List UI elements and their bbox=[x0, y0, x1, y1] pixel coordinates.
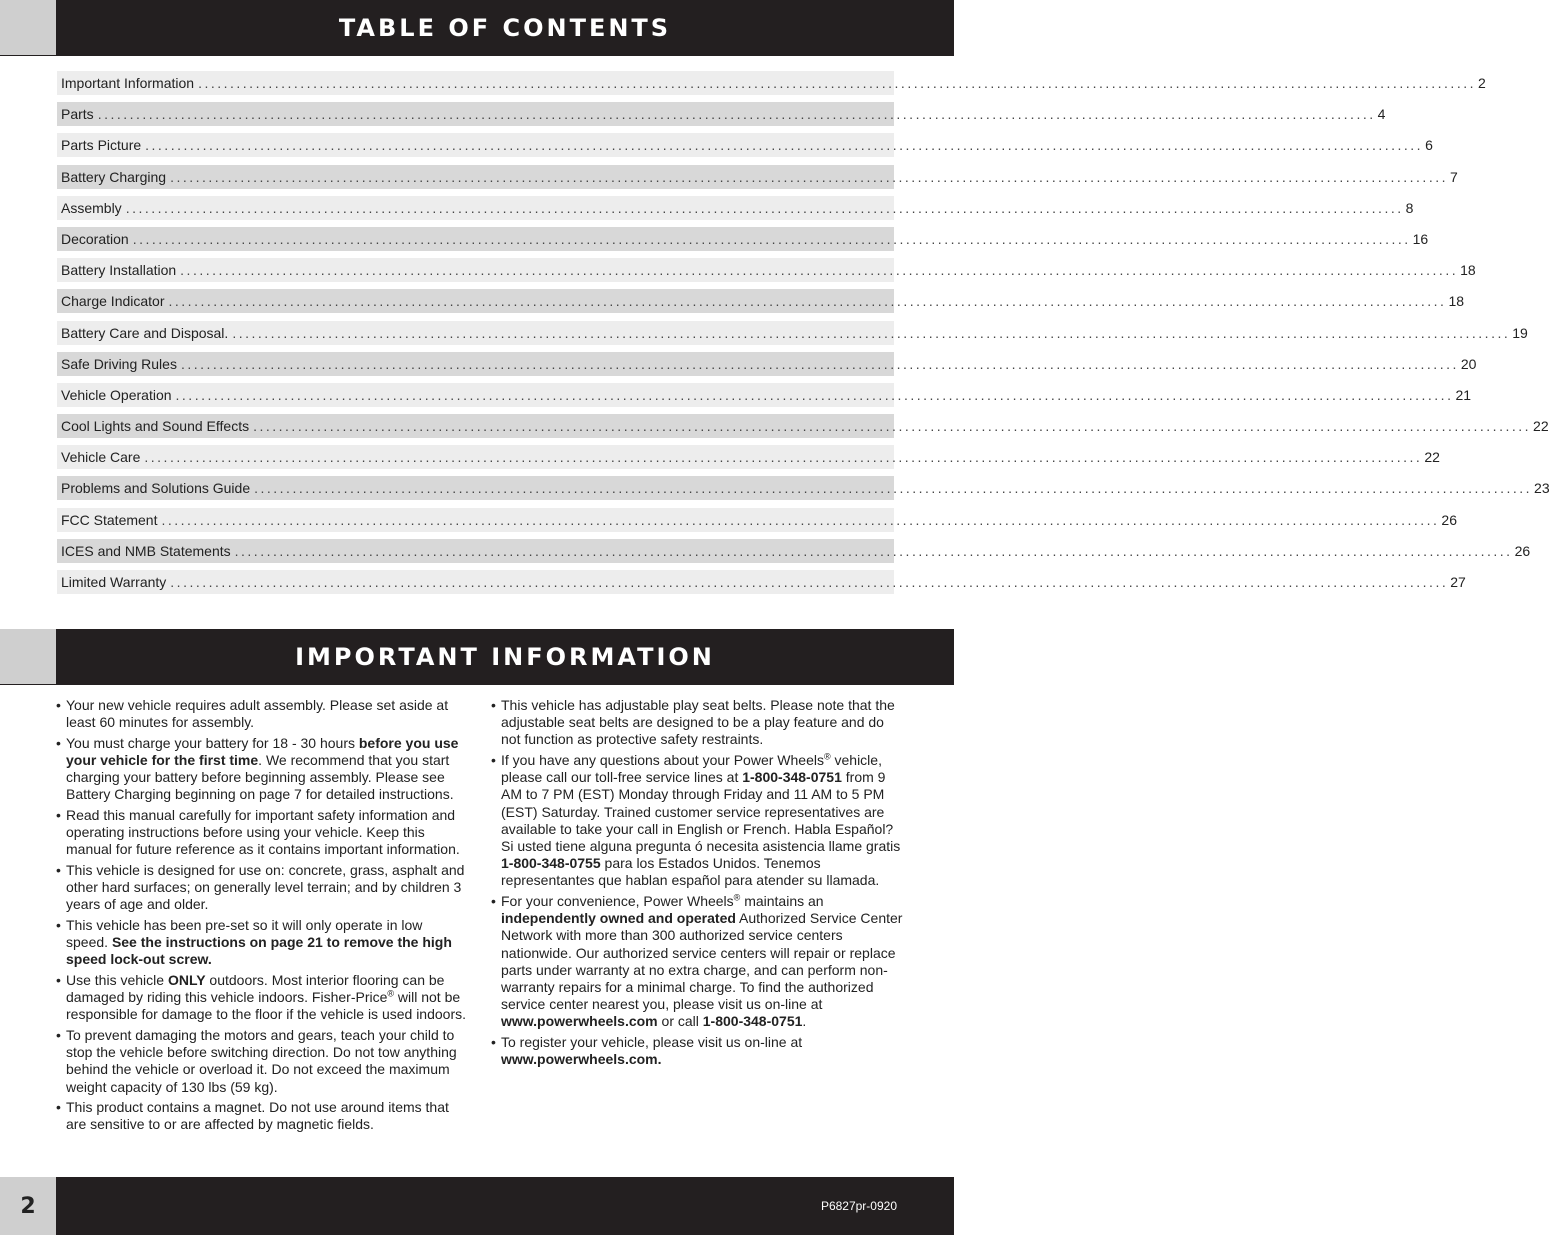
bullet-text: This vehicle has been pre-set so it will only operate in low speed. bbox=[66, 917, 423, 951]
footer-bar bbox=[56, 1177, 954, 1235]
toc-entry-title: Battery Care and Disposal. bbox=[61, 324, 229, 341]
info-bullet bbox=[491, 697, 903, 749]
toc-leader-dots: ........................................................................................................................................................................................................ bbox=[234, 542, 1513, 559]
bullet-text: or call bbox=[657, 1013, 703, 1030]
toc-leader-dots: ........................................................................................................................................................................................................ bbox=[198, 75, 1476, 91]
toc-entry-title: Decoration bbox=[61, 230, 129, 247]
toc-leader-dots: ........................................................................................................................................................................................................ bbox=[168, 293, 1447, 310]
bullet-text: Read this manual carefully for important safety information and operating instructions before using your vehicle. Keep this manual for future reference as it contains important information. bbox=[66, 807, 460, 858]
toc-entry-page: 22 bbox=[1424, 449, 1440, 466]
important-header-tab bbox=[0, 629, 56, 685]
toc-entry-page: 4 bbox=[1377, 106, 1386, 123]
bullet-text: . We recommend that you start charging your battery before beginning assembly. Please see Battery Charging beginning on page 7 for detailed instructions. bbox=[66, 752, 454, 803]
bold-text: before you use your vehicle for the first time bbox=[66, 734, 459, 768]
bullet-text: You must charge your battery for 18 - 30 hours bbox=[66, 734, 359, 751]
toc-entry-page: 20 bbox=[1460, 355, 1477, 372]
toc-row bbox=[57, 570, 1466, 594]
toc-entry-page: 22 bbox=[1533, 418, 1549, 435]
toc-entry-title: Parts Picture bbox=[61, 137, 142, 154]
toc-row bbox=[57, 445, 1440, 469]
toc-entry-page: 16 bbox=[1412, 230, 1429, 247]
toc-row bbox=[57, 165, 1458, 189]
info-bullet bbox=[56, 807, 468, 859]
toc-row bbox=[57, 508, 1457, 532]
info-bullet bbox=[56, 917, 468, 969]
toc-entry-title: Safe Driving Rules bbox=[61, 355, 177, 372]
bullet-text: This vehicle is designed for use on: concrete, grass, asphalt and other hard surfaces; on generally level terrain; and by children 3 years of age and older. bbox=[66, 862, 465, 913]
bullet-text: Authorized Service Center Network with more than 300 authorized service centers nationwide. Our authorized service centers will repair or replace parts under warranty at no extra charge, and can perform non-warranty repairs for a minimal charge. To find the authorized service center nearest you, please visit us on-line at bbox=[501, 910, 903, 1013]
info-bullet bbox=[56, 735, 468, 804]
bullet-text: Your new vehicle requires adult assembly. Please set aside at least 60 minutes for assembly. bbox=[66, 697, 449, 731]
toc-entry-title: Vehicle Operation bbox=[61, 386, 172, 403]
toc-entry-title: Battery Charging bbox=[61, 168, 167, 185]
toc-entry-title: FCC Statement bbox=[61, 511, 158, 528]
bold-text: www.powerwheels.com. bbox=[501, 1051, 662, 1068]
info-bullet bbox=[56, 862, 468, 914]
toc-entry-title: Assembly bbox=[61, 199, 122, 216]
toc-leader-dots: ........................................................................................................................................................................................................ bbox=[180, 262, 1459, 279]
toc-row bbox=[57, 258, 1476, 282]
bullet-text: ® bbox=[823, 751, 831, 762]
info-bullet bbox=[56, 1099, 468, 1133]
toc-header-tab bbox=[0, 0, 56, 56]
bold-text: www.powerwheels.com bbox=[501, 1013, 658, 1030]
bold-text: 1-800-348-0751 bbox=[742, 769, 842, 786]
page-number: 2 bbox=[0, 1177, 56, 1235]
toc-entry-page: 18 bbox=[1460, 262, 1476, 279]
toc-row bbox=[57, 102, 1386, 126]
toc-leader-dots: ........................................................................................................................................................................................................ bbox=[170, 574, 1449, 590]
right-bullet-list bbox=[491, 697, 903, 1068]
toc-row bbox=[57, 71, 1486, 95]
bold-text: 1-800-348-0751 bbox=[702, 1013, 803, 1030]
toc-leader-dots: ........................................................................................................................................................................................................ bbox=[132, 230, 1411, 247]
info-bullet bbox=[491, 893, 903, 1031]
bullet-text: para los Estados Unidos. Tenemos representantes que hablan español para atender su llamada. bbox=[501, 855, 880, 889]
info-bullet bbox=[56, 697, 468, 731]
bullet-text: Use this vehicle bbox=[66, 972, 168, 988]
toc-row bbox=[57, 196, 1414, 220]
toc-entry-title: Battery Installation bbox=[61, 262, 177, 279]
bullet-text: To register your vehicle, please visit us on-line at bbox=[501, 1034, 803, 1051]
toc-entry-page: 21 bbox=[1455, 386, 1472, 403]
toc-entry-title: Limited Warranty bbox=[61, 574, 167, 590]
toc-entry-page: 19 bbox=[1512, 324, 1528, 341]
info-bullet bbox=[56, 972, 468, 1024]
toc-entry-page: 23 bbox=[1534, 480, 1550, 497]
toc-row bbox=[57, 321, 1528, 345]
toc-leader-dots: ........................................................................................................................................................................................................ bbox=[254, 480, 1533, 497]
toc-row bbox=[57, 383, 1472, 407]
toc-entry-page: 7 bbox=[1450, 168, 1458, 185]
bullet-text: If you have any questions about your Power Wheels bbox=[501, 752, 824, 768]
toc-entry-page: 26 bbox=[1514, 542, 1531, 559]
bullet-text: To prevent damaging the motors and gears, teach your child to stop the vehicle before switching direction. Do not tow anything behind the vehicle or overload it. Do not exceed the maximum weight capacity of 130 lbs (59 kg). bbox=[66, 1027, 457, 1095]
toc-leader-dots: ........................................................................................................................................................................................................ bbox=[180, 355, 1459, 372]
left-bullet-list bbox=[56, 697, 468, 1134]
toc-row bbox=[57, 476, 1550, 500]
toc-leader-dots: ........................................................................................................................................................................................................ bbox=[145, 137, 1424, 154]
toc-leader-dots: ........................................................................................................................................................................................................ bbox=[125, 199, 1404, 216]
important-right-column bbox=[491, 697, 903, 1072]
bullet-text: . bbox=[802, 1013, 807, 1030]
toc-entry-title: Important Information bbox=[61, 75, 195, 91]
info-bullet bbox=[491, 1034, 903, 1068]
toc-entry-page: 18 bbox=[1448, 293, 1465, 310]
bullet-text: This vehicle has adjustable play seat belts. Please note that the adjustable seat belts are designed to be a play feature and do not function as protective safety restraints. bbox=[501, 697, 895, 748]
important-heading: IMPORTANT INFORMATION bbox=[295, 643, 715, 671]
toc-entry-page: 2 bbox=[1478, 75, 1486, 91]
toc-entry-title: Cool Lights and Sound Effects bbox=[61, 418, 250, 435]
info-bullet bbox=[56, 1027, 468, 1096]
toc-entry-page: 8 bbox=[1405, 199, 1414, 216]
toc-row bbox=[57, 414, 1549, 438]
bullet-text: ® bbox=[387, 988, 395, 999]
bullet-text: This product contains a magnet. Do not use around items that are sensitive to or are affected by magnetic fields. bbox=[66, 1099, 449, 1133]
toc-row bbox=[57, 289, 1465, 313]
toc-row bbox=[57, 539, 1531, 563]
toc-row bbox=[57, 352, 1477, 376]
bullet-text: from 9 AM to 7 PM (EST) Monday through Friday and 11 AM to 5 PM (EST) Saturday. Trained customer service representatives are available to take your call in English or French. Habla Español? Si usted tiene alguna pregunta ó necesita asistencia llame gratis bbox=[501, 769, 901, 855]
toc-leader-dots: ........................................................................................................................................................................................................ bbox=[175, 386, 1454, 403]
bullet-text: vehicle, please call our toll-free service lines at bbox=[501, 752, 882, 786]
bold-text: 1-800-348-0755 bbox=[501, 855, 601, 872]
toc-entry-title: Charge Indicator bbox=[61, 293, 165, 310]
bold-text: independently owned and operated bbox=[501, 910, 736, 927]
toc-list bbox=[57, 71, 1550, 601]
bold-text: ONLY bbox=[167, 972, 206, 988]
important-header-bar bbox=[56, 629, 954, 685]
toc-leader-dots: ........................................................................................................................................................................................................ bbox=[97, 106, 1376, 123]
toc-entry-page: 27 bbox=[1450, 574, 1466, 590]
toc-leader-dots: ........................................................................................................................................................................................................ bbox=[144, 449, 1423, 466]
info-bullet bbox=[491, 752, 903, 890]
toc-header-bar bbox=[56, 0, 954, 56]
bullet-text: ® bbox=[733, 892, 741, 903]
document-code: P6827pr-0920 bbox=[820, 1199, 897, 1213]
toc-header-rule bbox=[0, 55, 954, 56]
bullet-text: outdoors. Most interior flooring can be damaged by riding this vehicle indoors. Fisher-Price bbox=[66, 972, 445, 1006]
important-left-column bbox=[56, 697, 468, 1137]
toc-leader-dots: ........................................................................................................................................................................................................ bbox=[253, 418, 1532, 435]
important-header-rule bbox=[0, 684, 954, 685]
toc-leader-dots: ........................................................................................................................................................................................................ bbox=[170, 168, 1448, 185]
bullet-text: will not be responsible for damage to the floor if the vehicle is used indoors. bbox=[66, 989, 467, 1023]
bullet-text: For your convenience, Power Wheels bbox=[501, 893, 734, 910]
toc-heading: TABLE OF CONTENTS bbox=[338, 14, 672, 42]
bold-text: See the instructions on page 21 to remove the high speed lock-out screw. bbox=[66, 934, 452, 968]
toc-entry-title: Vehicle Care bbox=[61, 449, 141, 466]
toc-row bbox=[57, 227, 1429, 251]
toc-leader-dots: ........................................................................................................................................................................................................ bbox=[161, 511, 1440, 528]
toc-entry-title: Problems and Solutions Guide bbox=[61, 480, 251, 497]
toc-leader-dots: ........................................................................................................................................................................................................ bbox=[232, 324, 1511, 341]
toc-row bbox=[57, 133, 1433, 157]
toc-entry-page: 26 bbox=[1441, 511, 1457, 528]
toc-entry-title: ICES and NMB Statements bbox=[61, 542, 231, 559]
bullet-text: maintains an bbox=[740, 893, 824, 910]
toc-entry-page: 6 bbox=[1425, 137, 1433, 154]
toc-entry-title: Parts bbox=[61, 106, 94, 123]
